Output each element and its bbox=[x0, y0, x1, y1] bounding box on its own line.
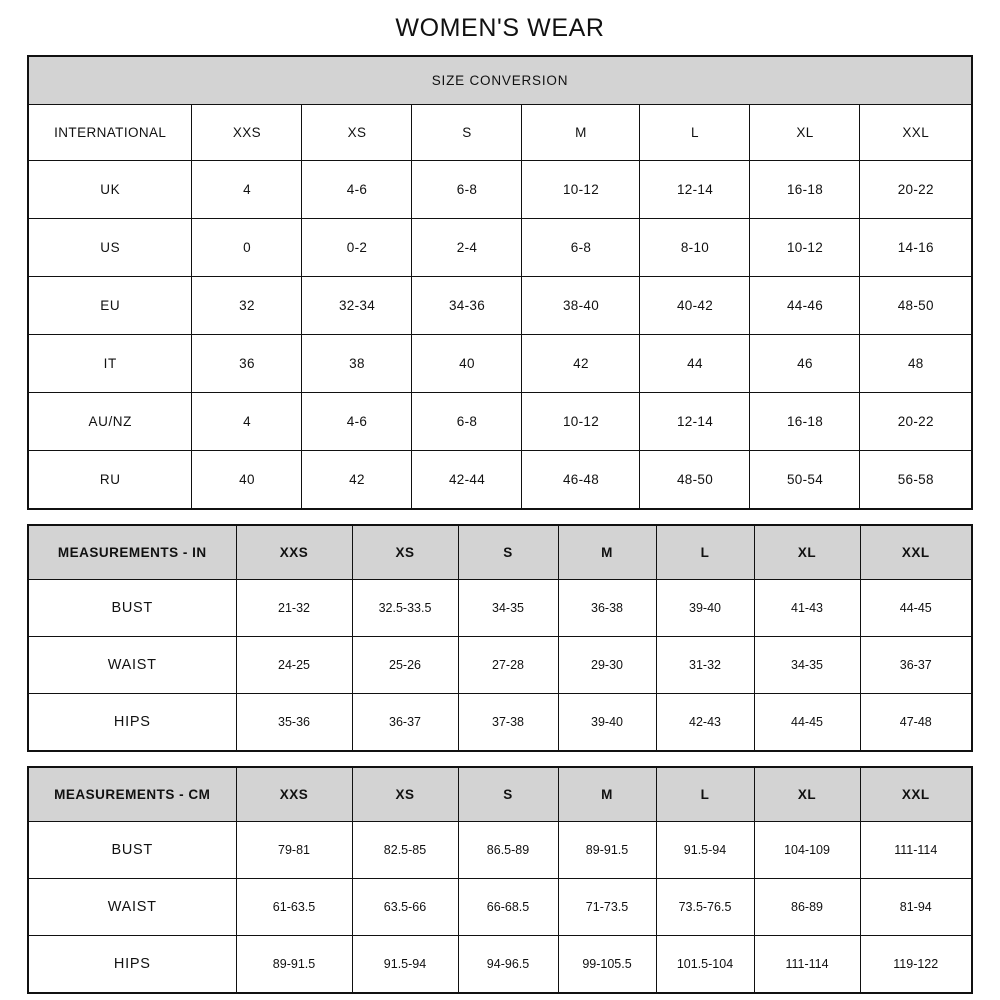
cell-value: 4 bbox=[192, 392, 302, 450]
cell-value: 111-114 bbox=[860, 821, 972, 878]
cell-value: 0-2 bbox=[302, 218, 412, 276]
cell-value: 34-35 bbox=[458, 579, 558, 636]
table-row bbox=[28, 218, 972, 276]
header-cell-xxl: XXL bbox=[860, 767, 972, 822]
cell-value: 66-68.5 bbox=[458, 878, 558, 935]
cell-value: 82.5-85 bbox=[352, 821, 458, 878]
cell-value: 10-12 bbox=[750, 218, 860, 276]
row-label: HIPS bbox=[28, 935, 236, 993]
header-cell-measurements-in: MEASUREMENTS - IN bbox=[28, 525, 236, 580]
cell-value: 34-35 bbox=[754, 636, 860, 693]
cell-value: 32 bbox=[192, 276, 302, 334]
row-label: BUST bbox=[28, 579, 236, 636]
cell-value: 61-63.5 bbox=[236, 878, 352, 935]
cell-value: 44-45 bbox=[754, 693, 860, 751]
row-label: UK bbox=[28, 160, 192, 218]
size-conversion-header-row bbox=[28, 104, 972, 160]
table-row bbox=[28, 450, 972, 509]
cell-value: 39-40 bbox=[656, 579, 754, 636]
measurements-centimeters-header-row bbox=[28, 767, 972, 822]
cell-value: 111-114 bbox=[754, 935, 860, 993]
cell-value: 0 bbox=[192, 218, 302, 276]
cell-value: 14-16 bbox=[860, 218, 972, 276]
header-cell-s: S bbox=[458, 525, 558, 580]
cell-value: 25-26 bbox=[352, 636, 458, 693]
row-label: US bbox=[28, 218, 192, 276]
cell-value: 42-43 bbox=[656, 693, 754, 751]
cell-value: 6-8 bbox=[522, 218, 640, 276]
cell-value: 8-10 bbox=[640, 218, 750, 276]
row-label: WAIST bbox=[28, 636, 236, 693]
table-row bbox=[28, 636, 972, 693]
table-row bbox=[28, 160, 972, 218]
cell-value: 2-4 bbox=[412, 218, 522, 276]
header-cell-xxl: XXL bbox=[860, 525, 972, 580]
cell-value: 44 bbox=[640, 334, 750, 392]
header-cell-xxl: XXL bbox=[860, 104, 972, 160]
header-cell-l: L bbox=[656, 767, 754, 822]
row-label: WAIST bbox=[28, 878, 236, 935]
cell-value: 44-46 bbox=[750, 276, 860, 334]
cell-value: 4-6 bbox=[302, 160, 412, 218]
cell-value: 38 bbox=[302, 334, 412, 392]
cell-value: 46-48 bbox=[522, 450, 640, 509]
cell-value: 36-37 bbox=[352, 693, 458, 751]
cell-value: 6-8 bbox=[412, 392, 522, 450]
cell-value: 94-96.5 bbox=[458, 935, 558, 993]
cell-value: 119-122 bbox=[860, 935, 972, 993]
header-cell-xxs: XXS bbox=[192, 104, 302, 160]
cell-value: 6-8 bbox=[412, 160, 522, 218]
cell-value: 47-48 bbox=[860, 693, 972, 751]
cell-value: 40-42 bbox=[640, 276, 750, 334]
cell-value: 12-14 bbox=[640, 160, 750, 218]
measurements-inches-header-row bbox=[28, 525, 972, 580]
cell-value: 32-34 bbox=[302, 276, 412, 334]
cell-value: 10-12 bbox=[522, 160, 640, 218]
cell-value: 31-32 bbox=[656, 636, 754, 693]
header-cell-xxs: XXS bbox=[236, 767, 352, 822]
cell-value: 81-94 bbox=[860, 878, 972, 935]
cell-value: 89-91.5 bbox=[558, 821, 656, 878]
cell-value: 24-25 bbox=[236, 636, 352, 693]
cell-value: 40 bbox=[192, 450, 302, 509]
cell-value: 20-22 bbox=[860, 392, 972, 450]
cell-value: 16-18 bbox=[750, 160, 860, 218]
row-label: RU bbox=[28, 450, 192, 509]
header-cell-xs: XS bbox=[352, 767, 458, 822]
cell-value: 16-18 bbox=[750, 392, 860, 450]
cell-value: 48 bbox=[860, 334, 972, 392]
table-row bbox=[28, 821, 972, 878]
header-cell-xs: XS bbox=[302, 104, 412, 160]
header-cell-xs: XS bbox=[352, 525, 458, 580]
cell-value: 104-109 bbox=[754, 821, 860, 878]
header-cell-m: M bbox=[558, 525, 656, 580]
cell-value: 86-89 bbox=[754, 878, 860, 935]
header-cell-l: L bbox=[656, 525, 754, 580]
header-cell-xxs: XXS bbox=[236, 525, 352, 580]
cell-value: 29-30 bbox=[558, 636, 656, 693]
cell-value: 42-44 bbox=[412, 450, 522, 509]
measurements-centimeters-table bbox=[27, 766, 973, 994]
cell-value: 89-91.5 bbox=[236, 935, 352, 993]
cell-value: 34-36 bbox=[412, 276, 522, 334]
table-row bbox=[28, 878, 972, 935]
cell-value: 36-38 bbox=[558, 579, 656, 636]
cell-value: 21-32 bbox=[236, 579, 352, 636]
size-conversion-table bbox=[27, 55, 973, 510]
size-conversion-banner-row bbox=[28, 56, 972, 104]
row-label: BUST bbox=[28, 821, 236, 878]
cell-value: 4 bbox=[192, 160, 302, 218]
cell-value: 12-14 bbox=[640, 392, 750, 450]
table-row bbox=[28, 392, 972, 450]
header-cell-xl: XL bbox=[754, 525, 860, 580]
cell-value: 86.5-89 bbox=[458, 821, 558, 878]
cell-value: 48-50 bbox=[640, 450, 750, 509]
cell-value: 40 bbox=[412, 334, 522, 392]
row-label: HIPS bbox=[28, 693, 236, 751]
cell-value: 42 bbox=[522, 334, 640, 392]
cell-value: 35-36 bbox=[236, 693, 352, 751]
header-cell-s: S bbox=[412, 104, 522, 160]
cell-value: 46 bbox=[750, 334, 860, 392]
cell-value: 44-45 bbox=[860, 579, 972, 636]
cell-value: 99-105.5 bbox=[558, 935, 656, 993]
cell-value: 20-22 bbox=[860, 160, 972, 218]
cell-value: 41-43 bbox=[754, 579, 860, 636]
cell-value: 36-37 bbox=[860, 636, 972, 693]
cell-value: 101.5-104 bbox=[656, 935, 754, 993]
header-cell-xl: XL bbox=[750, 104, 860, 160]
table-row bbox=[28, 276, 972, 334]
cell-value: 50-54 bbox=[750, 450, 860, 509]
cell-value: 4-6 bbox=[302, 392, 412, 450]
measurements-inches-table bbox=[27, 524, 973, 752]
row-label: AU/NZ bbox=[28, 392, 192, 450]
cell-value: 91.5-94 bbox=[656, 821, 754, 878]
header-cell-xl: XL bbox=[754, 767, 860, 822]
row-label: IT bbox=[28, 334, 192, 392]
size-conversion-banner: SIZE CONVERSION bbox=[28, 56, 972, 104]
cell-value: 39-40 bbox=[558, 693, 656, 751]
cell-value: 79-81 bbox=[236, 821, 352, 878]
cell-value: 42 bbox=[302, 450, 412, 509]
header-cell-m: M bbox=[558, 767, 656, 822]
cell-value: 71-73.5 bbox=[558, 878, 656, 935]
cell-value: 32.5-33.5 bbox=[352, 579, 458, 636]
table-row bbox=[28, 334, 972, 392]
table-row bbox=[28, 935, 972, 993]
cell-value: 91.5-94 bbox=[352, 935, 458, 993]
cell-value: 73.5-76.5 bbox=[656, 878, 754, 935]
page-title: WOMEN'S WEAR bbox=[395, 14, 605, 42]
header-cell-s: S bbox=[458, 767, 558, 822]
header-cell-m: M bbox=[522, 104, 640, 160]
header-cell-l: L bbox=[640, 104, 750, 160]
header-cell-measurements-cm: MEASUREMENTS - CM bbox=[28, 767, 236, 822]
cell-value: 56-58 bbox=[860, 450, 972, 509]
cell-value: 63.5-66 bbox=[352, 878, 458, 935]
table-row bbox=[28, 579, 972, 636]
cell-value: 37-38 bbox=[458, 693, 558, 751]
cell-value: 48-50 bbox=[860, 276, 972, 334]
table-row bbox=[28, 693, 972, 751]
cell-value: 38-40 bbox=[522, 276, 640, 334]
cell-value: 27-28 bbox=[458, 636, 558, 693]
cell-value: 10-12 bbox=[522, 392, 640, 450]
cell-value: 36 bbox=[192, 334, 302, 392]
header-cell-international: INTERNATIONAL bbox=[28, 104, 192, 160]
row-label: EU bbox=[28, 276, 192, 334]
